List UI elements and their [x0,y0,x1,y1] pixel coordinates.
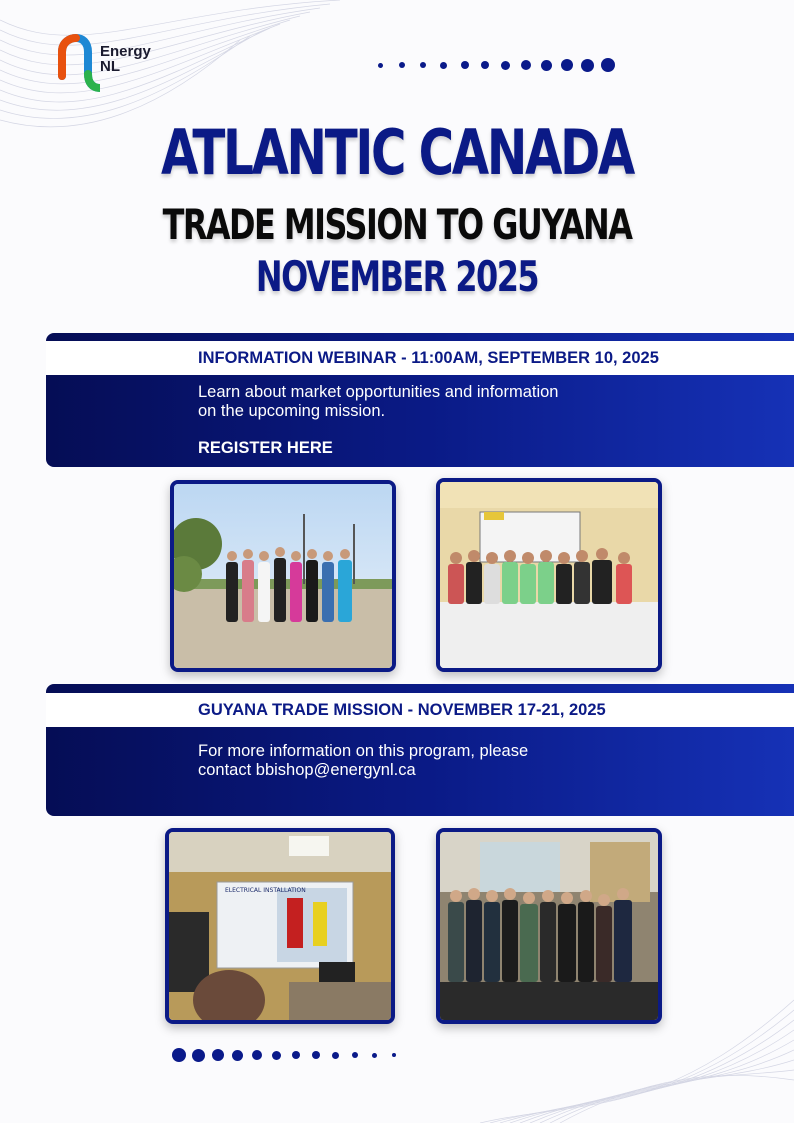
mission-title: GUYANA TRADE MISSION - NOVEMBER 17-21, 2025 [198,701,606,719]
mission-description-line2: contact bbishop@energynl.ca [198,761,416,779]
energynl-logo [56,34,176,94]
heading-atlantic-canada: ATLANTIC CANADA [161,116,633,189]
mission-banner [46,684,794,816]
mission-title-band [46,693,794,727]
webinar-description-line1: Learn about market opportunities and information [198,383,559,401]
dots-bottom-decoration [172,1047,396,1063]
group-outdoor-photo [170,480,396,672]
group-hotel-lobby-photo [436,828,662,1024]
webinar-title-band [46,341,794,375]
group-school-photo [436,478,662,672]
webinar-title: INFORMATION WEBINAR - 11:00AM, SEPTEMBER 10, 2025 [198,349,659,367]
mission-description [198,742,528,780]
heading-november-2025: NOVEMBER 2025 [255,252,539,301]
slide-heading-text: ELECTRICAL INSTALLATION [225,887,306,894]
presentation-room-photo [165,828,395,1024]
energynl-logo-mark-icon [56,34,100,94]
webinar-banner [46,333,794,467]
webinar-description-line2: on the upcoming mission. [198,402,386,420]
heading-trade-mission: TRADE MISSION TO GUYANA [162,200,632,249]
logo-text-line1: Energy [100,43,151,60]
webinar-description [198,383,558,421]
register-here-link[interactable]: REGISTER HERE [198,439,333,457]
dots-top-decoration [378,57,615,73]
mission-description-line1: For more information on this program, please [198,742,529,760]
logo-text-line2: NL [100,58,120,75]
